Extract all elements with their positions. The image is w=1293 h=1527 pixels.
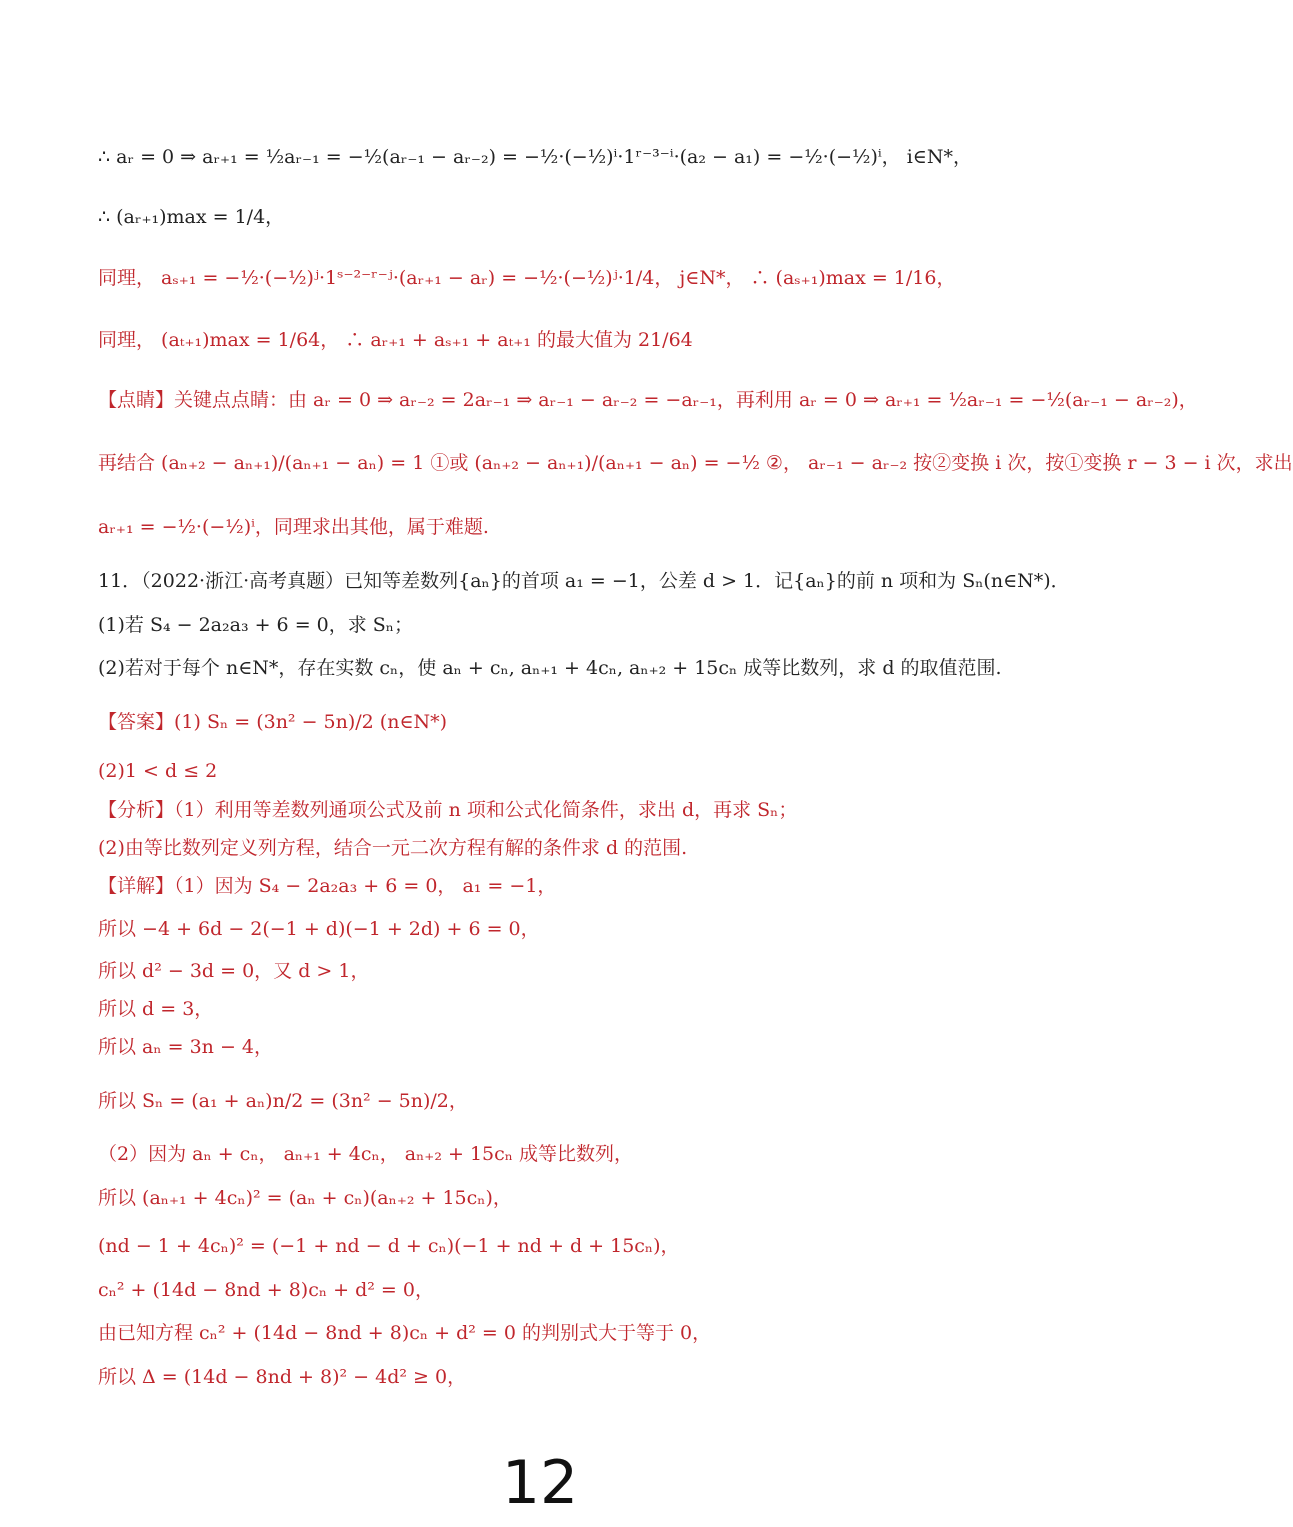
page-number: 12 <box>501 1448 579 1518</box>
solution-line: 所以 d² − 3d = 0，又 d > 1， <box>98 960 370 982</box>
key-point-note: 【点睛】关键点点睛：由 aᵣ = 0 ⇒ aᵣ₋₂ = 2aᵣ₋₁ ⇒ aᵣ₋₁ − aᵣ₋₂ = −aᵣ₋₁，再利用 aᵣ = 0 ⇒ aᵣ₊₁ = ½aᵣ₋₁ = −½(aᵣ₋₁ − aᵣ₋₂)， <box>98 389 1198 411</box>
text-line: 同理， (aₜ₊₁)max = 1/64， ∴ aᵣ₊₁ + aₛ₊₁ + aₜ₊₁ 的最大值为 21/64 <box>98 329 693 351</box>
text-line: 同理， aₛ₊₁ = −½·(−½)ʲ·1ˢ⁻²⁻ʳ⁻ʲ·(aᵣ₊₁ − aᵣ) = −½·(−½)ʲ·1/4， j∈N*， ∴ (aₛ₊₁)max = 1/16， <box>98 267 956 289</box>
question-part-1: (1)若 S₄ − 2a₂a₃ + 6 = 0，求 Sₙ； <box>98 614 414 636</box>
analysis-line: 【分析】（1）利用等差数列通项公式及前 n 项和公式化简条件，求出 d，再求 Sₙ； <box>98 799 798 821</box>
question-part-2: (2)若对于每个 n∈N*，存在实数 cₙ，使 aₙ + cₙ, aₙ₊₁ + 4cₙ, aₙ₊₂ + 15cₙ 成等比数列，求 d 的取值范围. <box>98 657 1002 679</box>
analysis-line: (2)由等比数列定义列方程，结合一元二次方程有解的条件求 d 的范围. <box>98 837 688 859</box>
question-11-title: 11．（2022·浙江·高考真题）已知等差数列{aₙ}的首项 a₁ = −1，公差 d > 1．记{aₙ}的前 n 项和为 Sₙ(n∈N*)． <box>98 570 1070 592</box>
solution-line: 所以 Δ = (14d − 8nd + 8)² − 4d² ≥ 0， <box>98 1366 467 1388</box>
solution-line: （2）因为 aₙ + cₙ， aₙ₊₁ + 4cₙ， aₙ₊₂ + 15cₙ 成等比数列， <box>98 1143 634 1165</box>
text-line: ∴ (aᵣ₊₁)max = 1/4， <box>98 206 285 228</box>
text-line: aᵣ₊₁ = −½·(−½)ⁱ，同理求出其他，属于难题. <box>98 516 489 538</box>
solution-line: cₙ² + (14d − 8nd + 8)cₙ + d² = 0， <box>98 1279 434 1301</box>
solution-line: 所以 (aₙ₊₁ + 4cₙ)² = (aₙ + cₙ)(aₙ₊₂ + 15cₙ)， <box>98 1187 512 1209</box>
text-line: ∴ aᵣ = 0 ⇒ aᵣ₊₁ = ½aᵣ₋₁ = −½(aᵣ₋₁ − aᵣ₋₂) = −½·(−½)ⁱ·1ʳ⁻³⁻ⁱ·(a₂ − a₁) = −½·(−½)ⁱ， i∈N*， <box>98 146 972 168</box>
answer-part-2: (2)1 < d ≤ 2 <box>98 760 218 782</box>
solution-line: 所以 Sₙ = (a₁ + aₙ)n/2 = (3n² − 5n)/2， <box>98 1090 468 1112</box>
solution-line: (nd − 1 + 4cₙ)² = (−1 + nd − d + cₙ)(−1 + nd + d + 15cₙ)， <box>98 1235 680 1257</box>
solution-line: 所以 −4 + 6d − 2(−1 + d)(−1 + 2d) + 6 = 0， <box>98 918 540 940</box>
solution-line: 【详解】（1）因为 S₄ − 2a₂a₃ + 6 = 0， a₁ = −1， <box>98 875 557 897</box>
solution-line: 所以 d = 3， <box>98 998 214 1020</box>
solution-line: 由已知方程 cₙ² + (14d − 8nd + 8)cₙ + d² = 0 的判别式大于等于 0， <box>98 1322 712 1344</box>
answer-label: 【答案】(1) Sₙ = (3n² − 5n)/2 (n∈N*) <box>98 711 448 733</box>
text-line: 再结合 (aₙ₊₂ − aₙ₊₁)/(aₙ₊₁ − aₙ) = 1 ①或 (aₙ₊₂ − aₙ₊₁)/(aₙ₊₁ − aₙ) = −½ ②， aᵣ₋₁ − aᵣ₋₂ 按②变换 i 次，按①变换 r − 3 − i 次，求出 <box>98 452 1293 474</box>
solution-line: 所以 aₙ = 3n − 4， <box>98 1036 273 1058</box>
